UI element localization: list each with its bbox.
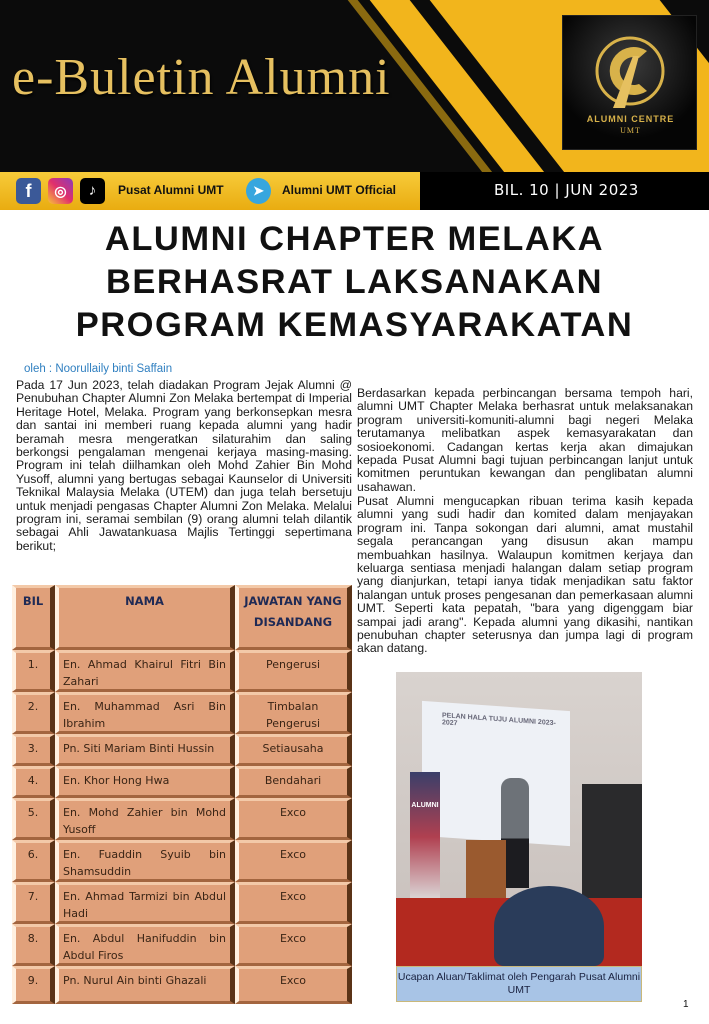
social-handle-pusat-alumni[interactable]: Pusat Alumni UMT (118, 183, 224, 197)
cell-nama: Pn. Siti Mariam Binti Hussin (55, 734, 235, 766)
banner-stand (410, 772, 440, 902)
logo-text: ALUMNI CENTRE (586, 114, 675, 124)
masthead (0, 0, 709, 172)
cell-nama: En. Fuaddin Syuib bin Shamsuddin (55, 840, 235, 882)
cell-jawatan: Exco (235, 798, 352, 840)
cell-nama: En. Ahmad Khairul Fitri Bin Zahari (55, 650, 235, 692)
cell-jawatan: Bendahari (235, 766, 352, 798)
umbrella (494, 886, 604, 966)
cell-jawatan: Exco (235, 924, 352, 966)
table-row (12, 650, 352, 692)
cell-nama: Pn. Nurul Ain binti Ghazali (55, 966, 235, 1004)
headline-line-2: BERHASRAT LAKSANAKAN (105, 263, 603, 301)
banner-text: ALUMNI (411, 802, 439, 809)
table-row (12, 766, 352, 798)
cell-bil: 7. (12, 882, 55, 924)
cell-bil: 5. (12, 798, 55, 840)
headline-line-3: PROGRAM KEMASYARAKATAN (75, 306, 634, 344)
projector-screen (422, 701, 570, 846)
photo-caption: Ucapan Aluan/Taklimat oleh Pengarah Pusat Alumni UMT (396, 966, 642, 1002)
article-paragraph-3: Pusat Alumni mengucapkan ribuan terima kasih kepada alumni yang sudi hadir dan komited dalam menjayakan program ini. Tanpa sokongan dari alumni, amat mustahil segala perancangan yang disusun akan mampu membuahkan hasilnya. Walaupun komitmen kerjaya dan keluarga sentiasa menjadi halangan dalam setiap program yang dianjurkan, tetapi ianya tidak menjadikan satu faktor halangan untuk proses pengesanan dan pemerkasaan alumni UMT. Seperti kata pepatah, "bara yang digenggam biar sampai jadi arang". Kepada alumni yang dikasihi, nantikan penubuhan chapter seterusnya dan jumpa lagi di program akan datang. (357, 494, 693, 656)
headline-line-1: ALUMNI CHAPTER MELAKA (104, 220, 605, 258)
article-paragraph-2: Berdasarkan kepada perbincangan bersama tempoh hari, alumni UMT Chapter Melaka berhasrat untuk melaksanakan program universiti-komuniti-alumni bagi negeri Melaka terutamanya melibatkan aspek kemasyarakatan dan sosioekonomi. Cadangan kertas kerja akan dimajukan kepada Pusat Alumni bagi tujuan perbincangan lanjut untuk komitmen peruntukan kewangan dan penglibatan alumni usahawan. (357, 386, 693, 494)
cell-nama: En. Ahmad Tarmizi bin Abdul Hadi (55, 882, 235, 924)
author-byline: oleh : Noorullaily binti Saffain (24, 363, 173, 375)
cell-nama: En. Muhammad Asri Bin Ibrahim (55, 692, 235, 734)
page-number: 1 (683, 999, 689, 1010)
header-bil: BIL (12, 585, 55, 650)
cell-bil: 3. (12, 734, 55, 766)
social-bar (0, 172, 709, 210)
cell-bil: 4. (12, 766, 55, 798)
committee-table (12, 585, 352, 1004)
instagram-icon[interactable]: ◎ (48, 178, 73, 204)
cell-jawatan: Pengerusi (235, 650, 352, 692)
podium (466, 840, 506, 900)
table-row (12, 734, 352, 766)
table-row (12, 692, 352, 734)
cell-bil: 1. (12, 650, 55, 692)
facebook-icon[interactable]: f (16, 178, 41, 204)
table-row (12, 882, 352, 924)
cell-nama: En. Abdul Hanifuddin bin Abdul Firos (55, 924, 235, 966)
cell-bil: 6. (12, 840, 55, 882)
cell-nama: En. Khor Hong Hwa (55, 766, 235, 798)
cell-jawatan: Exco (235, 840, 352, 882)
cell-jawatan: Setiausaha (235, 734, 352, 766)
table-row (12, 924, 352, 966)
curtain (582, 784, 642, 904)
cell-bil: 2. (12, 692, 55, 734)
table-row (12, 840, 352, 882)
cell-bil: 8. (12, 924, 55, 966)
header-nama: NAMA (55, 585, 235, 650)
bulletin-title: e-Buletin Alumni (12, 49, 391, 106)
cell-jawatan: Timbalan Pengerusi (235, 692, 352, 734)
logo-subtext: UMT (620, 126, 641, 135)
table-row (12, 798, 352, 840)
cell-jawatan: Exco (235, 966, 352, 1004)
article-paragraph-1: Pada 17 Jun 2023, telah diadakan Program Jejak Alumni @ Penubuhan Chapter Alumni Zon Melaka bertempat di Imperial Heritage Hotel, Melaka. Program yang berkonsepkan mesra dan santai ini memberi ruang kepada alumni yang hadir beramah mesra mengeratkan silaturahim dan saling berkongsi pengalaman mengenai kerjaya masing-masing. Program ini telah diilhamkan oleh Mohd Zahier Bin Mohd Yusoff, alumni yang bertugas sebagai Kaunselor di Universiti Teknikal Malaysia Melaka (UTEM) dan juga telah bersetuju untuk menjadi pengasas Chapter Alumni Zon Melaka. Melalui program ini, seramai sembilan (9) orang alumni telah dilantik sebagai Ahli Jawatankuasa Majlis Tertinggi sepertimana berikut; (16, 378, 352, 553)
table-header-row (12, 585, 352, 650)
event-photo (396, 672, 642, 966)
slide-title: PELAN HALA TUJU ALUMNI 2023-2027 (442, 712, 556, 728)
cell-jawatan: Exco (235, 882, 352, 924)
header-jawatan: JAWATAN YANG DISANDANG (235, 585, 352, 650)
social-handle-telegram[interactable]: Alumni UMT Official (282, 183, 396, 197)
table-row (12, 966, 352, 1004)
cell-bil: 9. (12, 966, 55, 1004)
cell-nama: En. Mohd Zahier bin Mohd Yusoff (55, 798, 235, 840)
issue-number: BIL. 10 | JUN 2023 (494, 181, 639, 199)
tiktok-icon[interactable]: ♪ (80, 178, 105, 204)
telegram-icon[interactable]: ➤ (246, 178, 271, 204)
alumni-centre-logo (562, 15, 697, 150)
